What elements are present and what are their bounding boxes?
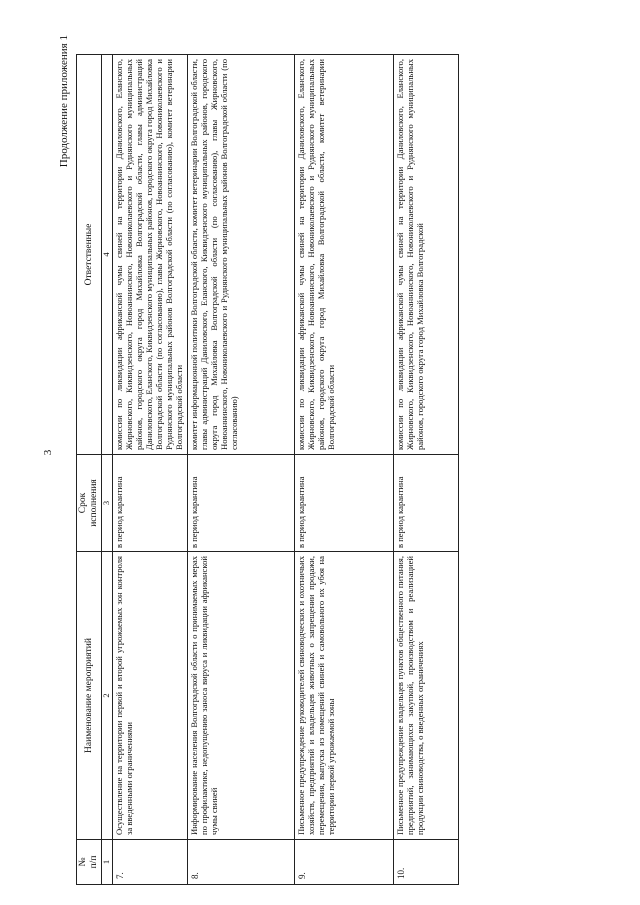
row-number: 9. (294, 840, 393, 885)
header-responsible: Ответственные (77, 55, 102, 455)
table-row (294, 55, 393, 885)
measure-name: Информирование населения Волгоградской области о принимаемых мерах по профилактике, недопущению заноса вируса и ликвидации африканской чумы свиней (187, 552, 294, 840)
table-row (112, 55, 187, 885)
measures-table (76, 54, 459, 885)
execution-term: в период карантина (112, 455, 187, 552)
row-number: 7. (112, 840, 187, 885)
table-row (393, 55, 458, 885)
column-number: 4 (102, 55, 113, 455)
row-number: 8. (187, 840, 294, 885)
execution-term: в период карантина (294, 455, 393, 552)
responsible-parties: комиссии по ликвидации африканской чумы свиней на территории Даниловского, Еланского, Жирновского, Киквидзенского, Новоаннинского, Новониколаевского и Руднянского муниципальных районов, городского округа город Михайловка Волгоградской области, комитет ветеринарии Волгоградской области (294, 55, 393, 455)
table-row (187, 55, 294, 885)
header-num: № п/п (77, 840, 102, 885)
header-term: Срок исполнения (77, 455, 102, 552)
execution-term: в период карантина (187, 455, 294, 552)
row-number: 10. (393, 840, 458, 885)
measure-name: Осуществление на территории первой и второй угрожаемых зон контроля за введенными ограничениями (112, 552, 187, 840)
column-number: 3 (102, 455, 113, 552)
execution-term: в период карантина (393, 455, 458, 552)
appendix-continuation-note: Продолжение приложения 1 (58, 35, 70, 168)
table-header-row (77, 55, 102, 885)
responsible-parties: комиссии по ликвидации африканской чумы свиней на территории Даниловского, Еланского, Жирновского, Киквидзенского, Новоаннинского, Новониколаевского и Руднянского муниципальных районов, городского округа город Михайловка Волгоградской области, главы администраций Даниловского, Еланского, Киквидзенского муниципальных районов, городского округа город Михайловка Волгоградской области (по согласованию), главы Жирновского, Новоаннинского, Новониколаевского и Руднянского муниципальных районов Волгоградской области (по согласованию), комитет ветеринарии Волгоградской области (112, 55, 187, 455)
responsible-parties: комиссии по ликвидации африканской чумы свиней на территории Даниловского, Еланского, Жирновского, Киквидзенского, Новоаннинского, Новониколаевского и Руднянского муниципальных районов, городского округа город Михайловка Волгоградской (393, 55, 458, 455)
column-number: 1 (102, 840, 113, 885)
measure-name: Письменное предупреждение владельцев пунктов общественного питания, предприятий, занимающихся закупкой, производством и реализацией продукции свиноводства, о введенных ограничениях (393, 552, 458, 840)
header-name: Наименование мероприятий (77, 552, 102, 840)
responsible-parties: комитет информационной политики Волгоградской области, комитет ветеринарии Волгоградской области, главы администраций Даниловского, Еланского, Киквидзенского муниципальных районов, городского округа город Михайловка Волгоградской области (по согласованию), главы Жирновского, Новоаннинского, Новониколаевского и Руднянского муниципальных районов Волгоградской области (по согласованию) (187, 55, 294, 455)
measure-name: Письменное предупреждение руководителей свиноводческих и охотничьих хозяйств, предприятий и владельцев животных о запрещении продажи, перемещения, выпуска из помещений свиней и самовольного их убоя на территории первой угрожаемой зоны (294, 552, 393, 840)
column-number: 2 (102, 552, 113, 840)
page-number: 3 (42, 449, 54, 456)
column-number-row (102, 55, 113, 885)
